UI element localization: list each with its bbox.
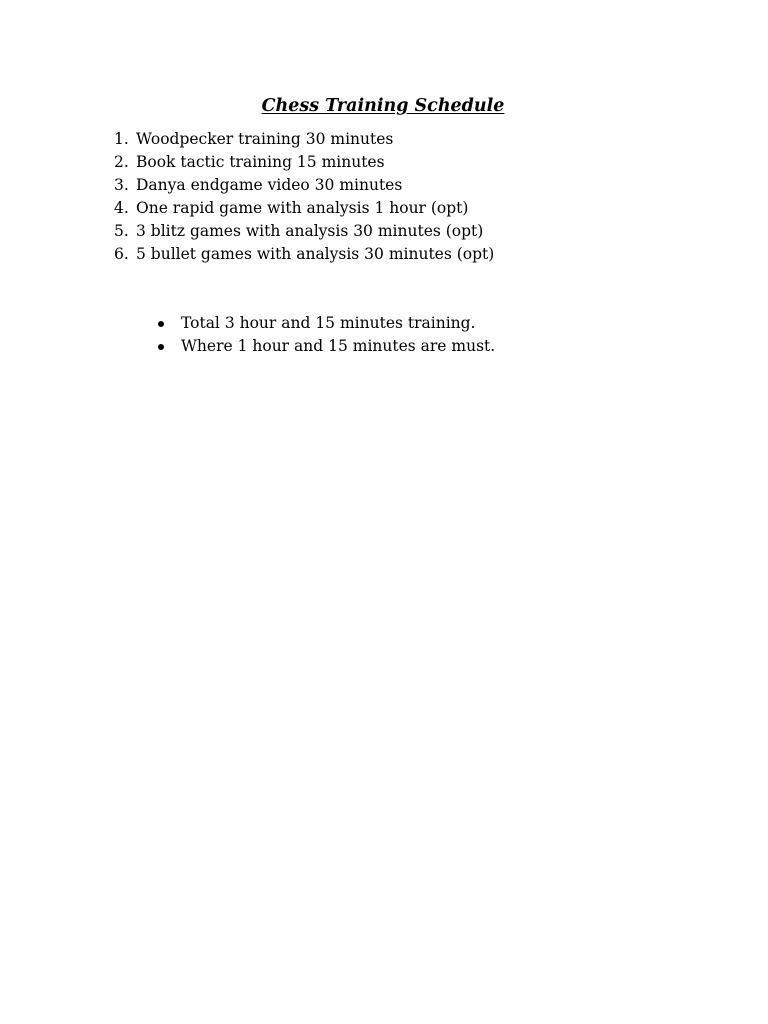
bullet-item	[145, 312, 495, 335]
document-title: Chess Training Schedule	[261, 96, 505, 116]
list-item	[100, 174, 494, 197]
list-item-number: 2.	[114, 153, 129, 171]
list-item-text: 5 bullet games with analysis 30 minutes (opt)	[136, 245, 495, 263]
bullet-list	[145, 312, 495, 358]
list-item-text: Danya endgame video 30 minutes	[136, 176, 403, 194]
list-item-number: 6.	[114, 245, 129, 263]
list-item-text: Woodpecker training 30 minutes	[136, 130, 394, 148]
list-item	[100, 220, 494, 243]
bullet-dot-icon	[158, 321, 164, 327]
list-item	[100, 151, 494, 174]
bullet-dot-icon	[158, 344, 164, 350]
list-item-text: 3 blitz games with analysis 30 minutes (opt)	[136, 222, 484, 240]
list-item	[100, 243, 494, 266]
list-item-number: 4.	[114, 199, 129, 217]
bullet-item	[145, 335, 495, 358]
bullet-item-text: Total 3 hour and 15 minutes training.	[181, 314, 476, 332]
list-item-number: 3.	[114, 176, 129, 194]
bullet-item-text: Where 1 hour and 15 minutes are must.	[181, 337, 496, 355]
list-item-number: 5.	[114, 222, 129, 240]
list-item-text: One rapid game with analysis 1 hour (opt)	[136, 199, 469, 217]
list-item-number: 1.	[114, 130, 129, 148]
list-item	[100, 197, 494, 220]
numbered-list	[100, 128, 494, 266]
list-item	[100, 128, 494, 151]
list-item-text: Book tactic training 15 minutes	[136, 153, 385, 171]
